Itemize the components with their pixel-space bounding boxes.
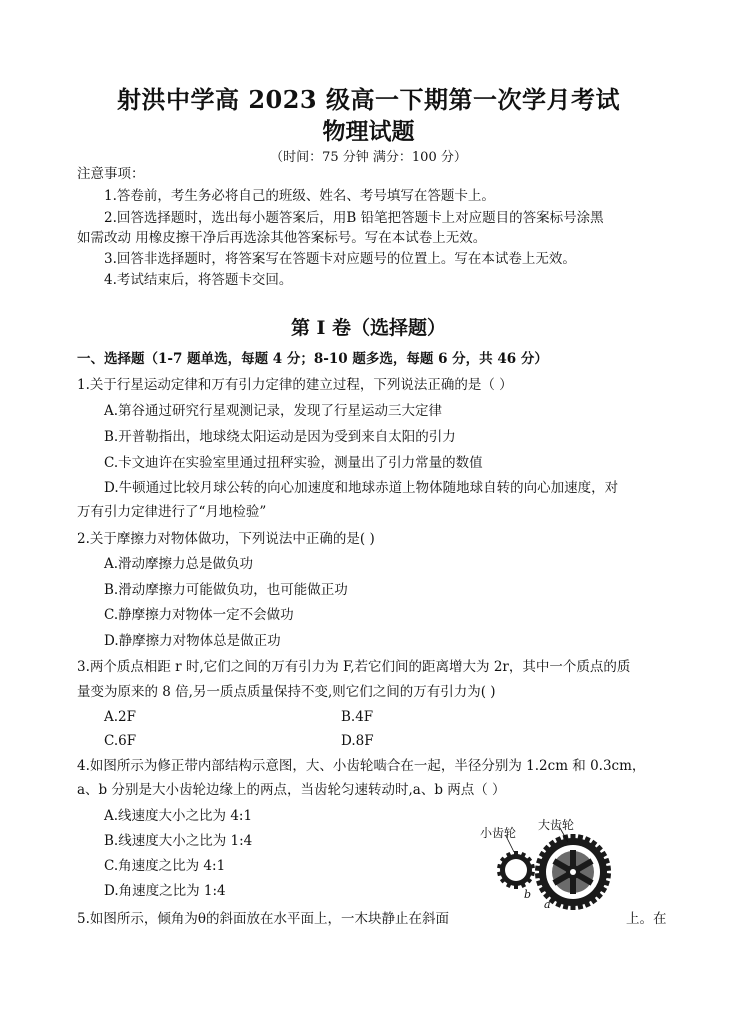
q4-option-c: C.角速度之比为 4:1 xyxy=(104,858,226,874)
section-title: 第 I 卷（选择题） xyxy=(290,317,447,339)
q4-stem: 4.如图所示为修正带内部结构示意图，大、小齿轮啮合在一起，半径分别为 1.2cm 和 0.3cm， xyxy=(77,758,646,774)
note-item-3: 3.回答非选择题时，将答案写在答题卡对应题号的位置上。写在本试卷上无效。 xyxy=(104,251,576,267)
point-b-label: b xyxy=(524,888,532,901)
note-item-1: 1.答卷前，考生务必将自己的班级、姓名、考号填写在答题卡上。 xyxy=(104,188,495,204)
exam-title: 射洪中学高 2023 级高一下期第一次学月考试 xyxy=(116,85,620,114)
q3-option-c: C.6F xyxy=(104,733,137,749)
q5-stem: 5.如图所示，倾角为θ的斜面放在水平面上，一木块静止在斜面 xyxy=(77,911,450,927)
q1-option-a: A.第谷通过研究行星观测记录，发现了行星运动三大定律 xyxy=(104,403,443,419)
note-item-2-cont: 如需改动 用橡皮擦干净后再选涂其他答案标号。写在本试卷上无效。 xyxy=(77,230,487,246)
q4-option-b: B.线速度大小之比为 1:4 xyxy=(104,833,253,849)
exam-subject: 物理试题 xyxy=(322,118,415,145)
q4-option-d: D.角速度之比为 1:4 xyxy=(104,883,226,899)
q1-stem: 1.关于行星运动定律和万有引力定律的建立过程，下列说法正确的是（ ） xyxy=(77,377,513,393)
point-a-label: a xyxy=(544,898,551,911)
q3-option-d: D.8F xyxy=(341,733,374,749)
exam-time-info: （时间：75 分钟 满分：100 分） xyxy=(270,150,467,165)
big-gear-label: 大齿轮 xyxy=(538,818,575,832)
q2-option-d: D.静摩擦力对物体总是做正功 xyxy=(104,633,281,649)
q5-stem-end: 上。在 xyxy=(626,911,667,927)
q4-stem-cont: a、b 分别是大小齿轮边缘上的两点，当齿轮匀速转动时,a、b 两点（ ） xyxy=(77,782,506,798)
note-item-2: 2.回答选择题时，选出每小题答案后，用B 铅笔把答题卡上对应题目的答案标号涂黑 xyxy=(104,210,604,226)
q2-stem: 2.关于摩擦力对物体做功，下列说法中正确的是( ) xyxy=(77,531,375,547)
q3-stem-cont: 量变为原来的 8 倍,另一质点质量保持不变,则它们之间的万有引力为( ) xyxy=(77,684,496,700)
q1-option-c: C.卡文迪许在实验室里通过扭秤实验，测量出了引力常量的数值 xyxy=(104,455,483,471)
q1-option-d: D.牛顿通过比较月球公转的向心加速度和地球赤道上物体随地球自转的向心加速度，对 xyxy=(104,480,619,496)
small-gear-label: 小齿轮 xyxy=(480,826,517,840)
q1-option-d-cont: 万有引力定律进行了“月地检验” xyxy=(77,504,267,520)
q3-stem: 3.两个质点相距 r 时,它们之间的万有引力为 F,若它们间的距离增大为 2r，其中一个质点的质 xyxy=(77,659,631,675)
q2-option-b: B.滑动摩擦力可能做负功，也可能做正功 xyxy=(104,582,348,598)
q3-option-a: A.2F xyxy=(104,709,136,725)
notes-heading: 注意事项： xyxy=(77,166,145,182)
q2-option-a: A.滑动摩擦力总是做负功 xyxy=(104,556,254,572)
small-gear xyxy=(497,851,535,889)
part-heading: 一、选择题（1-7 题单选，每题 4 分；8-10 题多选，每题 6 分，共 46 分） xyxy=(77,351,548,367)
gear-figure xyxy=(478,812,628,922)
q1-option-b: B.开普勒指出，地球绕太阳运动是因为受到来自太阳的引力 xyxy=(104,429,456,445)
q3-option-b: B.4F xyxy=(341,709,374,725)
q4-option-a: A.线速度大小之比为 4:1 xyxy=(104,808,253,824)
q2-option-c: C.静摩擦力对物体一定不会做功 xyxy=(104,607,294,623)
note-item-4: 4.考试结束后，将答题卡交回。 xyxy=(104,272,293,288)
